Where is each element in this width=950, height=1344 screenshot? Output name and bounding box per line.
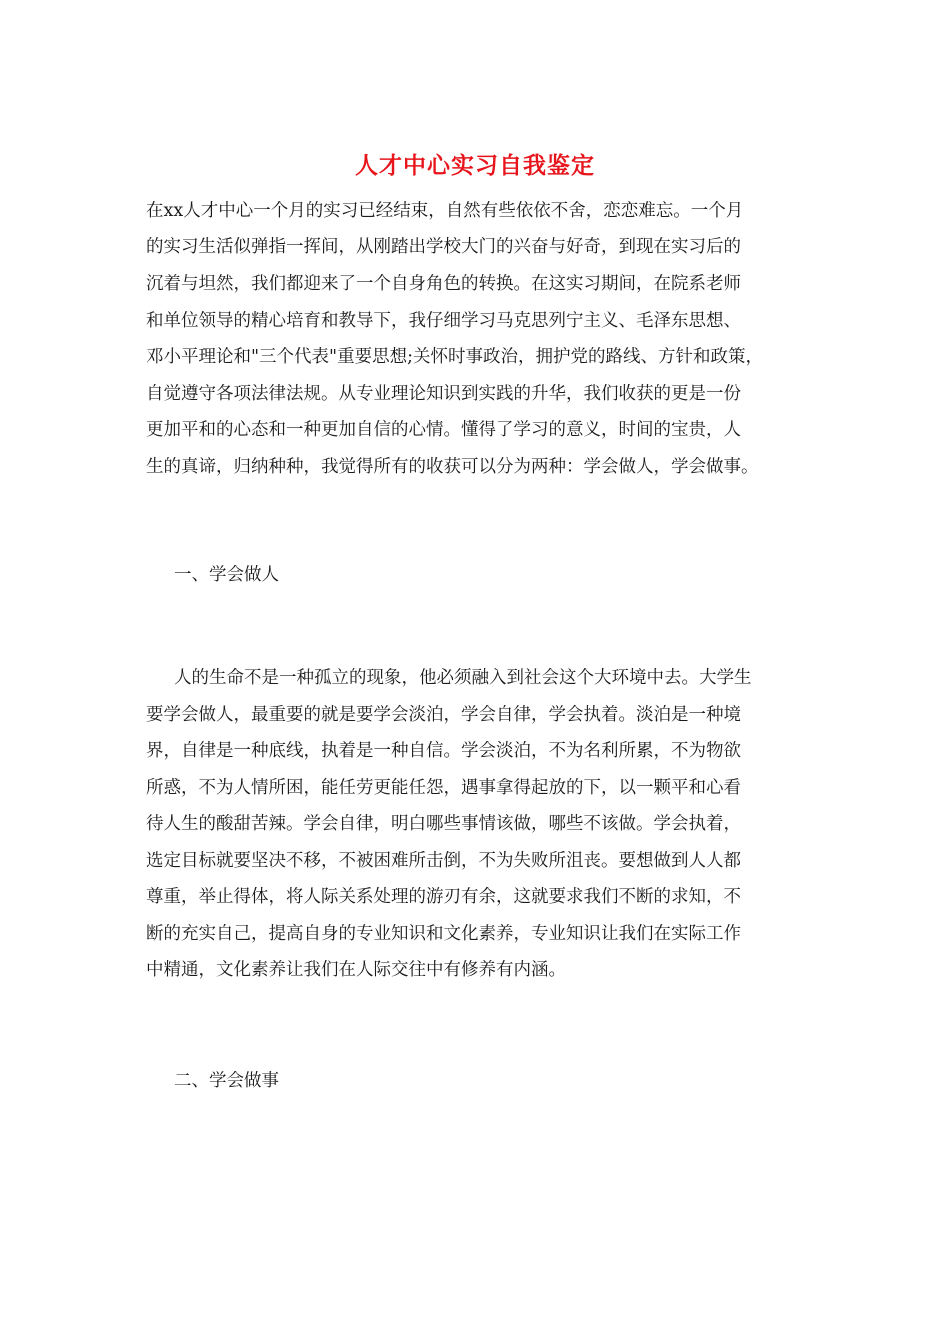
section1-line: 要学会做人，最重要的就是要学会淡泊，学会自律，学会执着。淡泊是一种境 [146, 705, 741, 725]
section1-line: 选定目标就要坚决不移，不被困难所击倒，不为失败所沮丧。要想做到人人都 [146, 851, 741, 871]
intro-line: 生的真谛，归纳种种，我觉得所有的收获可以分为两种：学会做人，学会做事。 [146, 457, 759, 477]
intro-line: 沉着与坦然，我们都迎来了一个自身角色的转换。在这实习期间，在院系老师 [146, 274, 741, 294]
document-title: 人才中心实习自我鉴定 [355, 152, 595, 179]
intro-line: 自觉遵守各项法律法规。从专业理论知识到实践的升华，我们收获的更是一份 [146, 384, 741, 404]
section-heading-1: 一、学会做人 [174, 565, 279, 585]
section1-line: 界，自律是一种底线，执着是一种自信。学会淡泊，不为名利所累，不为物欲 [146, 741, 741, 761]
section1-line: 中精通，文化素养让我们在人际交往中有修养有内涵。 [146, 960, 566, 980]
intro-line: 邓小平理论和"三个代表"重要思想;关怀时事政治，拥护党的路线、方针和政策， [146, 347, 763, 367]
section1-line: 断的充实自己，提高自身的专业知识和文化素养，专业知识让我们在实际工作 [146, 924, 741, 944]
section1-line: 尊重，举止得体，将人际关系处理的游刃有余，这就要求我们不断的求知，不 [146, 887, 741, 907]
intro-line: 的实习生活似弹指一挥间，从刚踏出学校大门的兴奋与好奇，到现在实习后的 [146, 237, 741, 257]
intro-line: 更加平和的心态和一种更加自信的心情。懂得了学习的意义，时间的宝贵，人 [146, 420, 741, 440]
section1-line: 所惑，不为人情所困，能任劳更能任怨，遇事拿得起放的下，以一颗平和心看 [146, 778, 741, 798]
section-heading-2: 二、学会做事 [174, 1071, 279, 1091]
section1-line: 人的生命不是一种孤立的现象，他必须融入到社会这个大环境中去。大学生 [174, 668, 752, 688]
intro-line: 和单位领导的精心培育和教导下，我仔细学习马克思列宁主义、毛泽东思想、 [146, 311, 741, 331]
section1-line: 待人生的酸甜苦辣。学会自律，明白哪些事情该做，哪些不该做。学会执着， [146, 814, 741, 834]
intro-line: 在xx人才中心一个月的实习已经结束，自然有些依依不舍，恋恋难忘。一个月 [146, 201, 744, 221]
